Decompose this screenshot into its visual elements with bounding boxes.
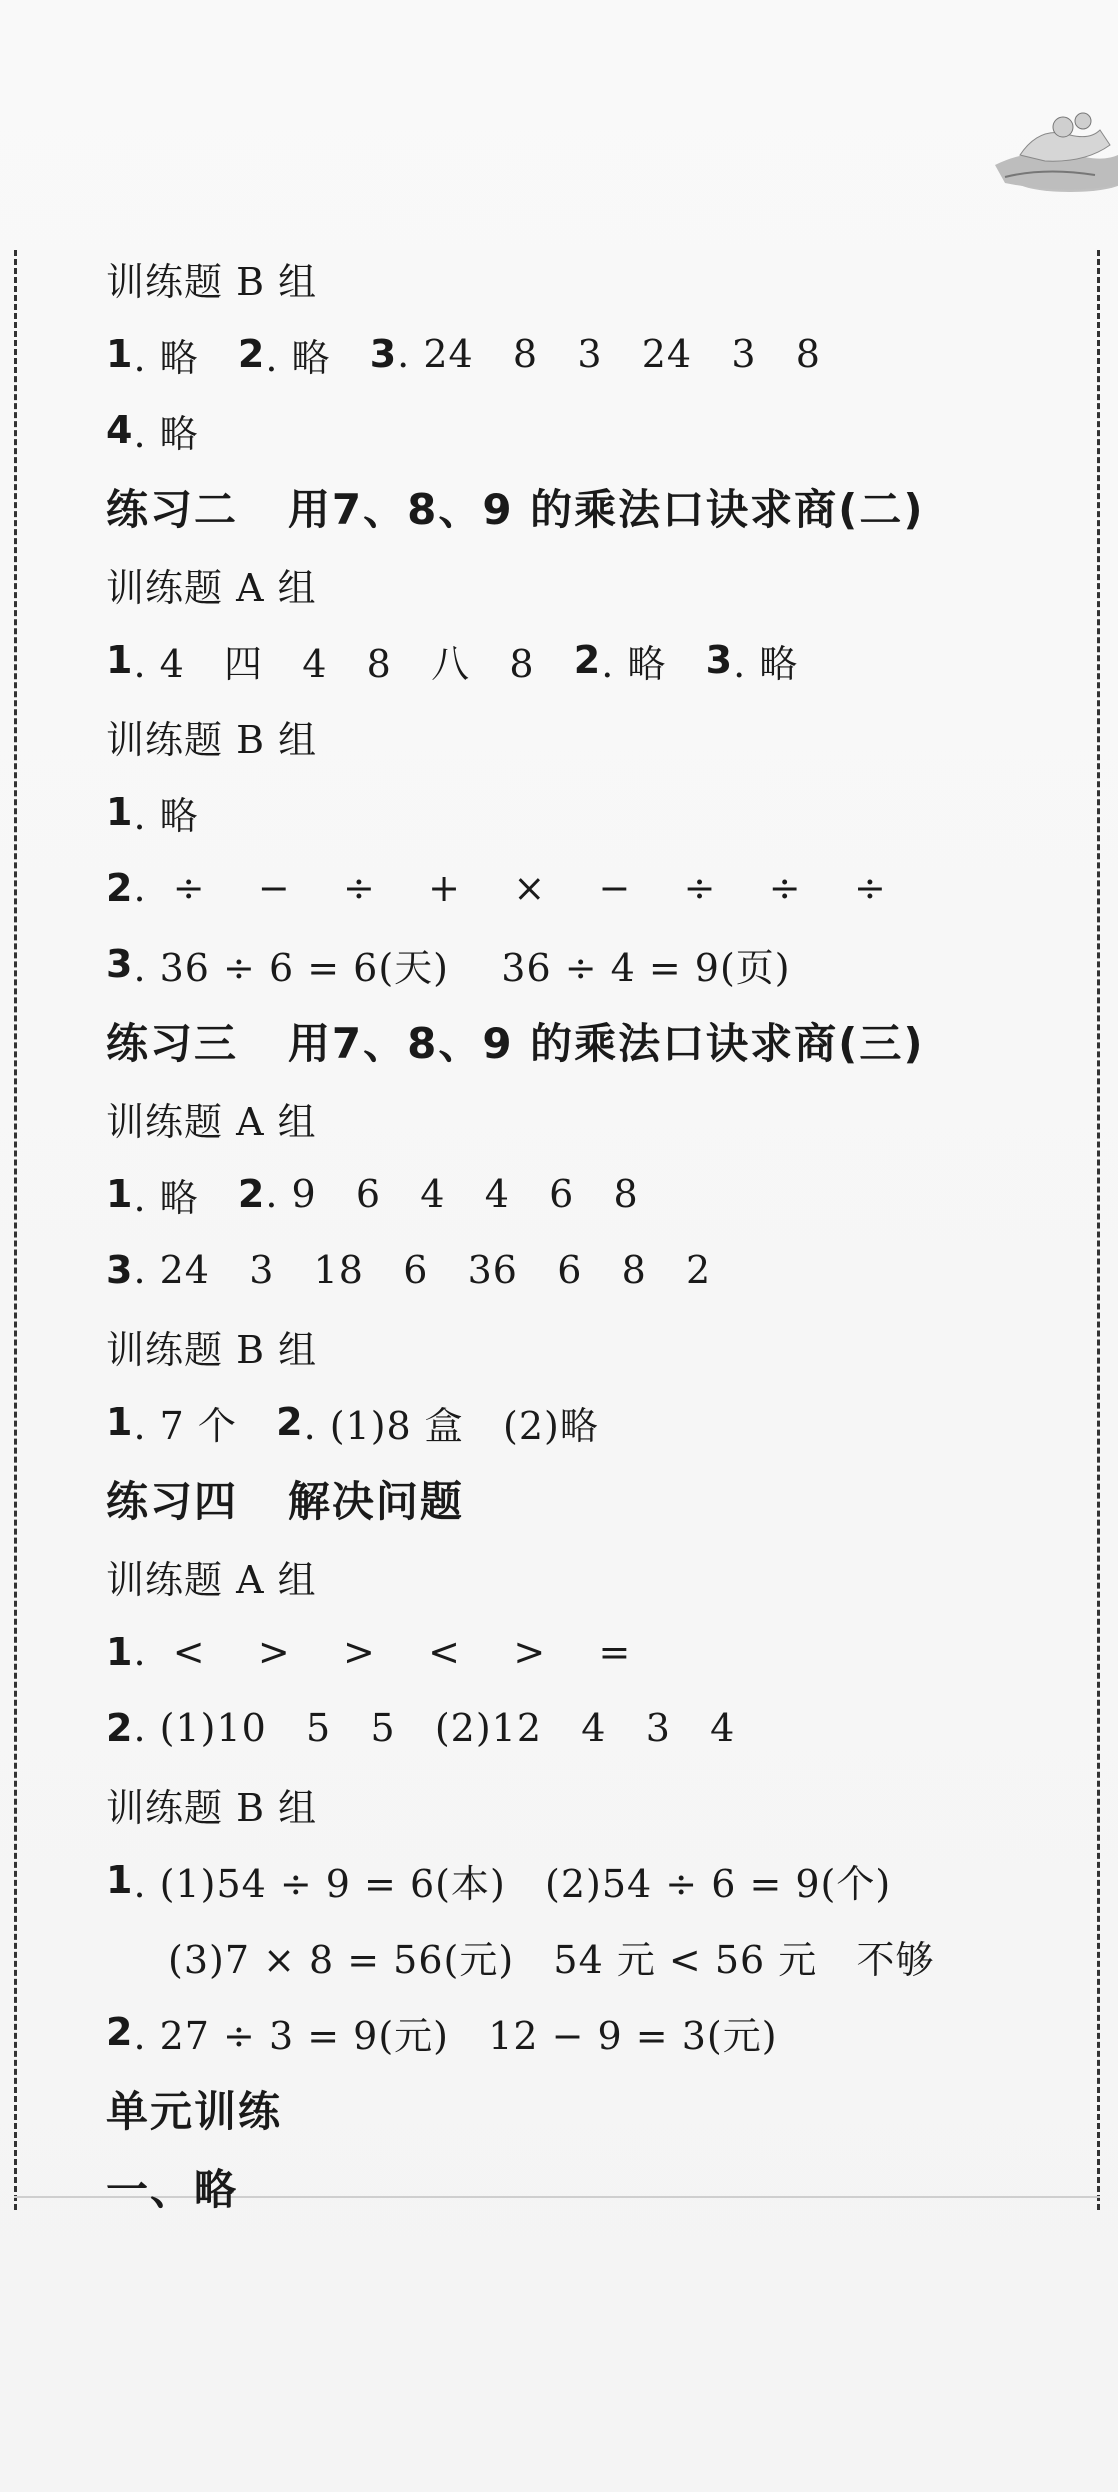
right-cut-line (1097, 250, 1100, 2210)
section-heading: 单元训练 (106, 2087, 283, 2136)
question-number: 3 (705, 638, 734, 682)
answer-text: . 27 ÷ 3 = 9(元) 12 − 9 = 3(元) (133, 2013, 778, 2058)
answer-text: . 9 6 4 4 6 8 (265, 1172, 639, 1216)
answer-line (106, 926, 1086, 1002)
answer-text: . (1)10 5 5 (2)12 4 3 4 (133, 1706, 736, 1750)
left-cut-line (14, 250, 17, 2210)
answer-line (106, 1690, 1086, 1766)
answer-line (106, 1232, 1086, 1308)
answer-text: . 24 3 18 6 36 6 8 2 (133, 1248, 712, 1292)
answer-text: . 略 (601, 641, 706, 686)
answer-text: . (1)54 ÷ 9 = 6(本) (2)54 ÷ 6 = 9(个) (133, 1861, 892, 1906)
question-number: 2 (106, 866, 134, 910)
answer-line-continued: (3)7 × 8 = 56(元) 54 元 < 56 元 不够 (168, 1937, 935, 1982)
question-number: 1 (106, 790, 134, 834)
question-number: 1 (106, 1858, 134, 1902)
answer-text: . 略 (733, 641, 799, 686)
answer-line (106, 774, 1086, 850)
answer-text: . 略 (133, 793, 199, 838)
answer-line (106, 1842, 1086, 1918)
question-number: 1 (106, 638, 134, 682)
question-number: 3 (106, 1248, 134, 1292)
question-number: 2 (106, 1706, 134, 1750)
question-number: 2 (276, 1400, 304, 1444)
exercise-group-title: 训练题 A 组 (106, 1557, 317, 1602)
question-number: 4 (106, 408, 134, 452)
answer-list (106, 240, 1086, 2226)
answer-line (106, 1614, 1086, 1690)
section-heading: 练习三 用7、8、9 的乘法口诀求商(三) (106, 1019, 925, 1068)
answer-text: . 24 8 3 24 3 8 (397, 332, 821, 376)
answer-line (106, 622, 1086, 698)
answer-text: . 略 (133, 1175, 238, 1220)
answer-text: . 7 个 (133, 1403, 277, 1448)
answer-line (106, 392, 1086, 468)
exercise-group-title: 训练题 B 组 (106, 1785, 318, 1830)
question-number: 2 (237, 332, 266, 376)
question-number: 2 (237, 1172, 266, 1216)
question-number: 1 (106, 1172, 134, 1216)
answer-text: . 略 (265, 335, 370, 380)
corner-illustration-icon (975, 85, 1118, 200)
answer-line (106, 1384, 1086, 1460)
answer-line (106, 1994, 1086, 2070)
exercise-group-title: 训练题 B 组 (106, 1327, 318, 1372)
question-number: 1 (106, 332, 134, 376)
exercise-group-title: 训练题 B 组 (106, 717, 318, 762)
answer-text: . < > > < > = (133, 1630, 632, 1674)
answer-line (106, 1156, 1086, 1232)
section-heading: 练习四 解决问题 (106, 1477, 464, 1526)
question-number: 1 (106, 1630, 134, 1674)
question-number: 3 (106, 942, 134, 986)
answer-text: . (1)8 盒 (2)略 (303, 1403, 599, 1448)
answer-text: . 36 ÷ 6 = 6(天) 36 ÷ 4 = 9(页) (133, 945, 791, 990)
question-number: 2 (106, 2010, 134, 2054)
question-number: 3 (369, 332, 398, 376)
exercise-group-title: 训练题 A 组 (106, 1099, 317, 1144)
answer-text: . ÷ − ÷ + × − ÷ ÷ ÷ (133, 866, 887, 910)
exercise-group-title: 训练题 A 组 (106, 565, 317, 610)
answer-line (106, 316, 1086, 392)
answer-text: . 略 (133, 411, 199, 456)
question-number: 1 (106, 1400, 134, 1444)
section-heading: 练习二 用7、8、9 的乘法口诀求商(二) (106, 485, 925, 534)
exercise-group-title: 训练题 B 组 (106, 259, 318, 304)
section-heading: 一、略 (106, 2165, 239, 2214)
answer-line (106, 850, 1086, 926)
answer-text: . 略 (133, 335, 238, 380)
question-number: 2 (573, 638, 602, 682)
answer-text: . 4 四 4 8 八 8 (133, 641, 574, 686)
